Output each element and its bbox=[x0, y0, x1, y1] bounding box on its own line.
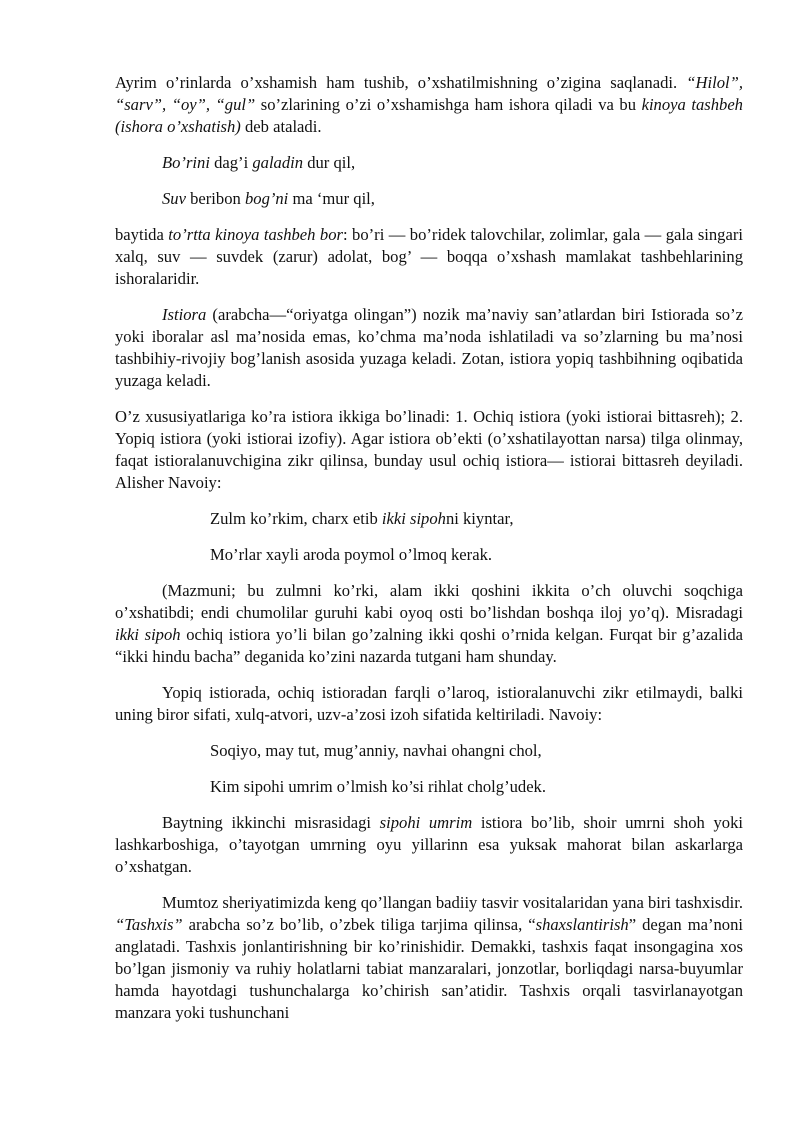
text-run: ochiq istiora yo’li bilan go’zalning ikki qoshi o’rnida kelgan. Furqat bir g’azalida “ikki hindu bacha” deganida ko’zini nazarda tutgani ham shunday. bbox=[115, 625, 743, 666]
text-run: deb ataladi. bbox=[240, 117, 322, 136]
text-run: ni kiyntar, bbox=[445, 509, 514, 528]
paragraph-4: O’z xususiyatlariga ko’ra istiora ikkiga bo’linadi: 1. Ochiq istiora (yoki istiorai bittasreh); 2. Yopiq istiora (yoki istiorai izofiy). Agar istiora ob’ekti (o’xshatilayottan narsa) tilga olinmay, faqat istioralanuvchigina zikr qilinsa, bunday usul ochiq istiora— istiorai bittasreh deyiladi. Alisher Navoiy: bbox=[115, 407, 777, 492]
document-body bbox=[115, 72, 777, 1038]
verse-line-1 bbox=[162, 152, 743, 174]
paragraph-5 bbox=[115, 580, 743, 668]
paragraph-6: Yopiq istiorada, ochiq istioradan farqli o’laroq, istioralanuvchi zikr etilmaydi, balki uning biror sifati, xulq-atvori, uzv-a’zosi izoh sifatida keltiriladi. Navoiy: bbox=[115, 683, 743, 724]
verse-line-6: Kim sipohi umrim o’lmish ko’si rihlat cholg’udek. bbox=[210, 777, 546, 796]
paragraph-7 bbox=[115, 812, 743, 878]
italic-run: bog’ni bbox=[244, 189, 289, 208]
text-run: istiora bo’lib, shoir umrni shoh yoki lashkarboshiga, o’tayotgan umrning oyu yillarinn esa yuksak mahorat bilan askarlarga o’xshatgan. bbox=[115, 813, 743, 876]
italic-run: shaxslantirish bbox=[535, 915, 629, 934]
text-run: (Mazmuni; bu zulmni ko’rki, alam ikki qoshini ikkita o’ch oluvchi soqchiga o’xshatibdi; endi chumolilar guruhi kabi oyoq osti bo’lishdan boshqa iloj yo’q). Misradagi bbox=[115, 581, 743, 622]
text-run: baytida bbox=[115, 225, 169, 244]
italic-run: Istiora bbox=[162, 305, 207, 324]
paragraph-1 bbox=[115, 72, 743, 138]
text-run: Ayrim o’rinlarda o’xshamish ham tushib, o’xshatilmishning o’zigina saqlanadi. bbox=[115, 73, 687, 92]
text-run: dur qil, bbox=[303, 153, 356, 172]
italic-run: sipohi umrim bbox=[379, 813, 473, 832]
italic-run: to’rtta kinoya tashbeh bor bbox=[168, 225, 343, 244]
verse-line-2 bbox=[162, 188, 743, 210]
italic-run: Bo’rini bbox=[162, 153, 210, 172]
text-run: ” degan ma’noni anglatadi. Tashxis jonlantirishning bir ko’rinishidir. Demakki, tashxis faqat insongagina xos bo’lgan jismoniy va ruhiy holatlarni tabiat manzaralari, jonzotlar, borliqdagi narsa-buyumlar hamda hayotdagi tushunchalarga ko’chirish san’atidir. Tashxis orqali tasvirlanayotgan manzara yoki tushunchani bbox=[115, 915, 744, 1022]
text-run: Zulm ko’rkim, charx etib bbox=[210, 509, 382, 528]
text-run: : bo’ri — bo’ridek talovchilar, zolimlar, gala — gala singari xalq, suv — suvdek (zarur) adolat, bog’ — boqqa o’xshash mamlakat tashbehlarining ishoralaridir. bbox=[115, 225, 743, 288]
italic-run: “Hilol”, “sarv”, “oy”, “gul” bbox=[115, 73, 743, 114]
italic-run: Suv bbox=[162, 189, 186, 208]
text-run: ma ‘mur qil, bbox=[288, 189, 375, 208]
italic-run: galadin bbox=[252, 153, 304, 172]
text-run: so’zlarining o’zi o’xshamishga ham ishora qiladi va bu bbox=[255, 95, 642, 114]
paragraph-8 bbox=[115, 892, 743, 1024]
text-run: Mumtoz sheriyatimizda keng qo’llangan badiiy tasvir vositalaridan yana biri tashxisdir. bbox=[162, 893, 743, 912]
italic-run: kinoya tashbeh (ishora o’xshatish) bbox=[115, 95, 743, 136]
verse-line-4: Mo’rlar xayli aroda poymol o’lmoq kerak. bbox=[210, 545, 493, 564]
paragraph-2 bbox=[115, 224, 743, 290]
italic-run: “Tashxis” bbox=[115, 915, 183, 934]
text-run: Baytning ikkinchi misrasidagi bbox=[162, 813, 380, 832]
text-run: (arabcha—“oriyatga olingan”) nozik ma’naviy san’atlardan biri Istiorada so’z yoki iboralar asl ma’nosida emas, ko’chma ma’noda ishlatiladi va so’zlarning bu ma’nosi tashbihiy-rivojiy bog’lanish asosida yuzaga keladi. Zotan, istiora yopiq tashbihning oqibatida yuzaga keladi. bbox=[115, 305, 743, 390]
verse-line-3 bbox=[210, 508, 743, 530]
text-run: dag’i bbox=[209, 153, 253, 172]
verse-line-5: Soqiyo, may tut, mug’anniy, navhai ohangni chol, bbox=[210, 741, 542, 760]
text-run: arabcha so’z bo’lib, o’zbek tiliga tarjima qilinsa, “ bbox=[182, 915, 536, 934]
italic-run: ikki sipoh bbox=[381, 509, 446, 528]
text-run: beribon bbox=[185, 189, 245, 208]
paragraph-3 bbox=[115, 304, 743, 392]
italic-run: ikki sipoh bbox=[115, 625, 181, 644]
